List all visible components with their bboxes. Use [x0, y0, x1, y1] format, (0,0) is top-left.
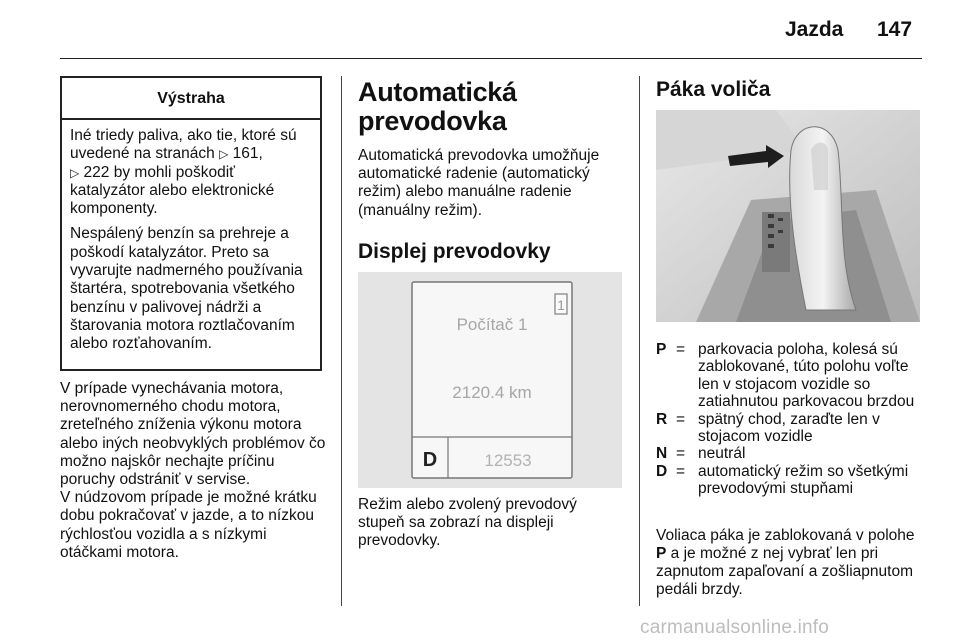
- equals-sign: =: [676, 445, 686, 463]
- section-title: Jazda: [785, 18, 844, 41]
- engine-fault-paragraph: V prípade vynechávania motora, nerovnomerného chodu motora, zreteľného zníženia výkonu motora alebo iných neobvyklých problémov čo možno najskôr nechajte príčinu poruchy odstrániť v servise.: [60, 380, 326, 489]
- cross-reference-icon: ▷: [219, 147, 229, 162]
- position-description: automatický režim so všetkými prevodovými stupňami: [698, 462, 909, 498]
- position-key: R: [656, 410, 668, 428]
- engine-fault-text: [60, 380, 330, 562]
- warning-text: ,: [258, 145, 263, 163]
- lever-lock-note: [656, 527, 926, 599]
- selector-lever-heading: Páka voliča: [656, 78, 771, 101]
- emergency-driving-paragraph: V núdzovom prípade je možné krátku dobu pokračovať v jazde, a to nízkou rýchlosťou vozidla a s nízkymi otáčkami motora.: [60, 489, 317, 561]
- transmission-display-heading: Displej prevodovky: [358, 240, 551, 263]
- cross-reference-icon: ▷: [70, 165, 80, 180]
- warning-text: Iné triedy paliva, ako tie, ktoré sú uvedené na stranách: [70, 127, 297, 163]
- position-description: spätný chod, zaraďte len v stojacom vozidle: [698, 410, 880, 446]
- warning-paragraph-2: Nespálený benzín sa prehreje a poškodí katalyzátor. Preto sa vyvarujte nadmerného používania štartéra, spotrebovania všetkého benzínu v palivovej nádrži a štarovania motora roztlačovaním alebo rozťahovaním.: [70, 225, 303, 353]
- warning-title: Výstraha: [62, 78, 320, 120]
- position-key: D: [656, 462, 668, 480]
- list-item: [656, 411, 922, 446]
- display-title: Počítač 1: [456, 315, 528, 334]
- display-distance: 2120.4 km: [452, 383, 532, 402]
- position-description: neutrál: [698, 445, 746, 463]
- position-key: N: [656, 445, 668, 463]
- warning-text: by mohli poškodiť katalyzátor alebo elektronické komponenty.: [70, 163, 275, 218]
- position-key: P: [656, 341, 667, 358]
- list-item: [656, 445, 922, 462]
- automatic-transmission-heading: Automatická prevodovka: [358, 77, 517, 136]
- note-text: a je možné z nej vybrať len pri zapnutom zapaľovaní a zošliapnutom pedáli brzdy.: [656, 544, 913, 598]
- equals-sign: =: [676, 341, 686, 358]
- equals-sign: =: [676, 462, 686, 480]
- page-number: 147: [877, 18, 913, 41]
- header-rule: [60, 58, 922, 59]
- position-description: parkovacia poloha, kolesá sú zablokované, túto polohu voľte len v stojacom vozidle so zatiahnutou parkovacou brzdou: [698, 341, 915, 411]
- page-reference[interactable]: 222: [83, 163, 110, 181]
- warning-paragraph-1: [70, 127, 312, 218]
- equals-sign: =: [676, 410, 686, 428]
- list-item: [656, 341, 922, 411]
- gear-indicator: D: [422, 449, 438, 471]
- page-reference[interactable]: 161: [232, 145, 259, 163]
- display-caption: Režim alebo zvolený prevodový stupeň sa zobrazí na displeji prevodovky.: [358, 496, 577, 550]
- odometer-reading: 12553: [484, 451, 532, 470]
- list-item: [656, 463, 922, 498]
- watermark: carmanualsonline.info: [640, 617, 830, 638]
- selector-lever-photo: [656, 110, 920, 322]
- column-divider-right: [639, 76, 640, 606]
- gear-positions-list: [656, 341, 922, 498]
- automatic-transmission-intro: Automatická prevodovka umožňuje automatické radenie (automatický režim) alebo manuálne radenie (manuálny režim).: [358, 147, 600, 219]
- note-text: Voliaca páka je zablokovaná v polohe: [656, 527, 915, 544]
- column-divider-left: [341, 76, 342, 606]
- note-position-key: P: [656, 544, 667, 562]
- page-indicator: 1: [557, 297, 565, 313]
- transmission-display-illustration: [358, 272, 622, 488]
- warning-body: [62, 120, 320, 354]
- warning-box: [60, 76, 322, 371]
